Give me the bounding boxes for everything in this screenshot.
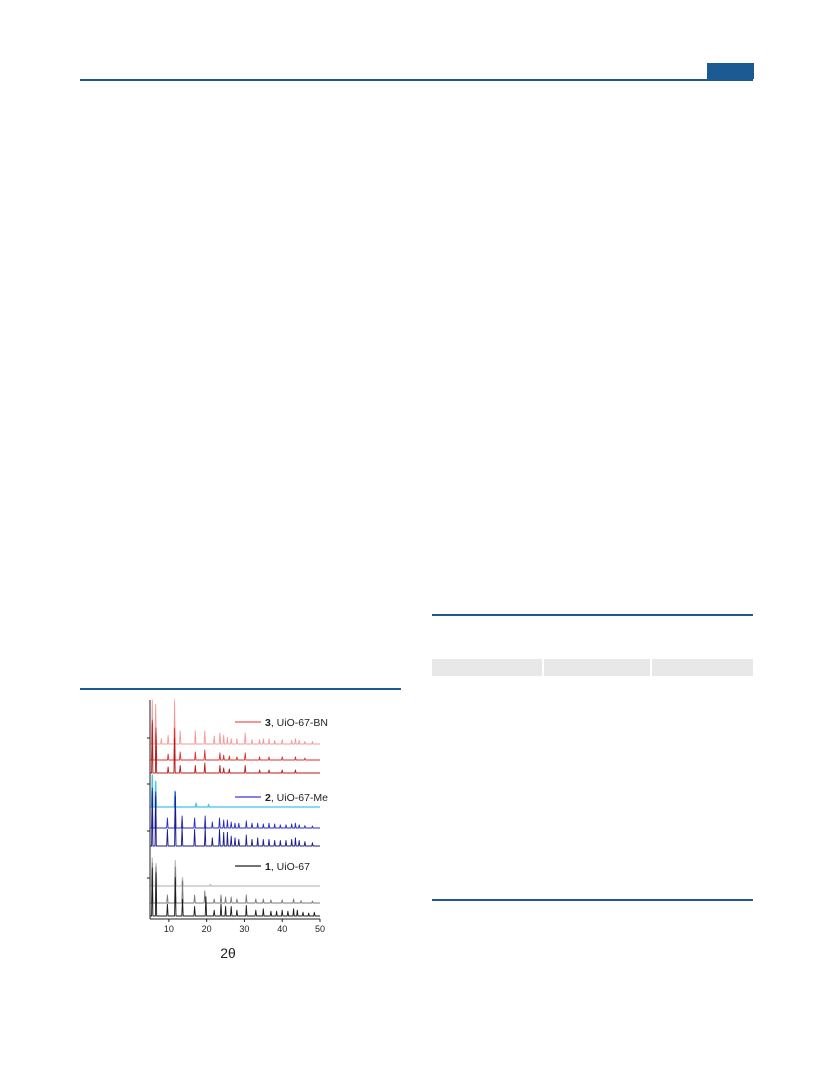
legend-number: 1 <box>265 861 271 873</box>
series-trace-3 <box>150 723 320 773</box>
table-column-separator <box>542 659 544 676</box>
table-column-separator <box>650 659 652 676</box>
figure-rule <box>80 688 401 690</box>
xrd-chart <box>140 696 350 964</box>
legend-text: , UiO-67 <box>270 861 310 873</box>
header-tab <box>707 63 754 79</box>
plot-area <box>150 700 320 916</box>
legend-number: 3 <box>265 717 271 729</box>
header-rule <box>80 79 753 81</box>
x-tick-label-30: 30 <box>239 924 250 934</box>
legend-text: , UiO-67-Me <box>270 792 329 804</box>
x-axis-label: 2θ <box>220 945 236 961</box>
legend-label-3 <box>265 717 328 729</box>
legend-text: , UiO-67-BN <box>270 717 329 729</box>
legend-label-1 <box>265 861 310 873</box>
table-bottom-rule <box>432 899 753 901</box>
x-tick-label-10: 10 <box>163 924 174 934</box>
legend-number: 2 <box>265 792 271 804</box>
x-tick-label-20: 20 <box>201 924 212 934</box>
table-top-rule <box>432 614 753 616</box>
x-tick-label-40: 40 <box>277 924 288 934</box>
legend-label-2 <box>265 792 328 804</box>
table-header-row <box>432 659 753 676</box>
x-tick-label-50: 50 <box>314 924 326 934</box>
legend <box>235 717 328 873</box>
